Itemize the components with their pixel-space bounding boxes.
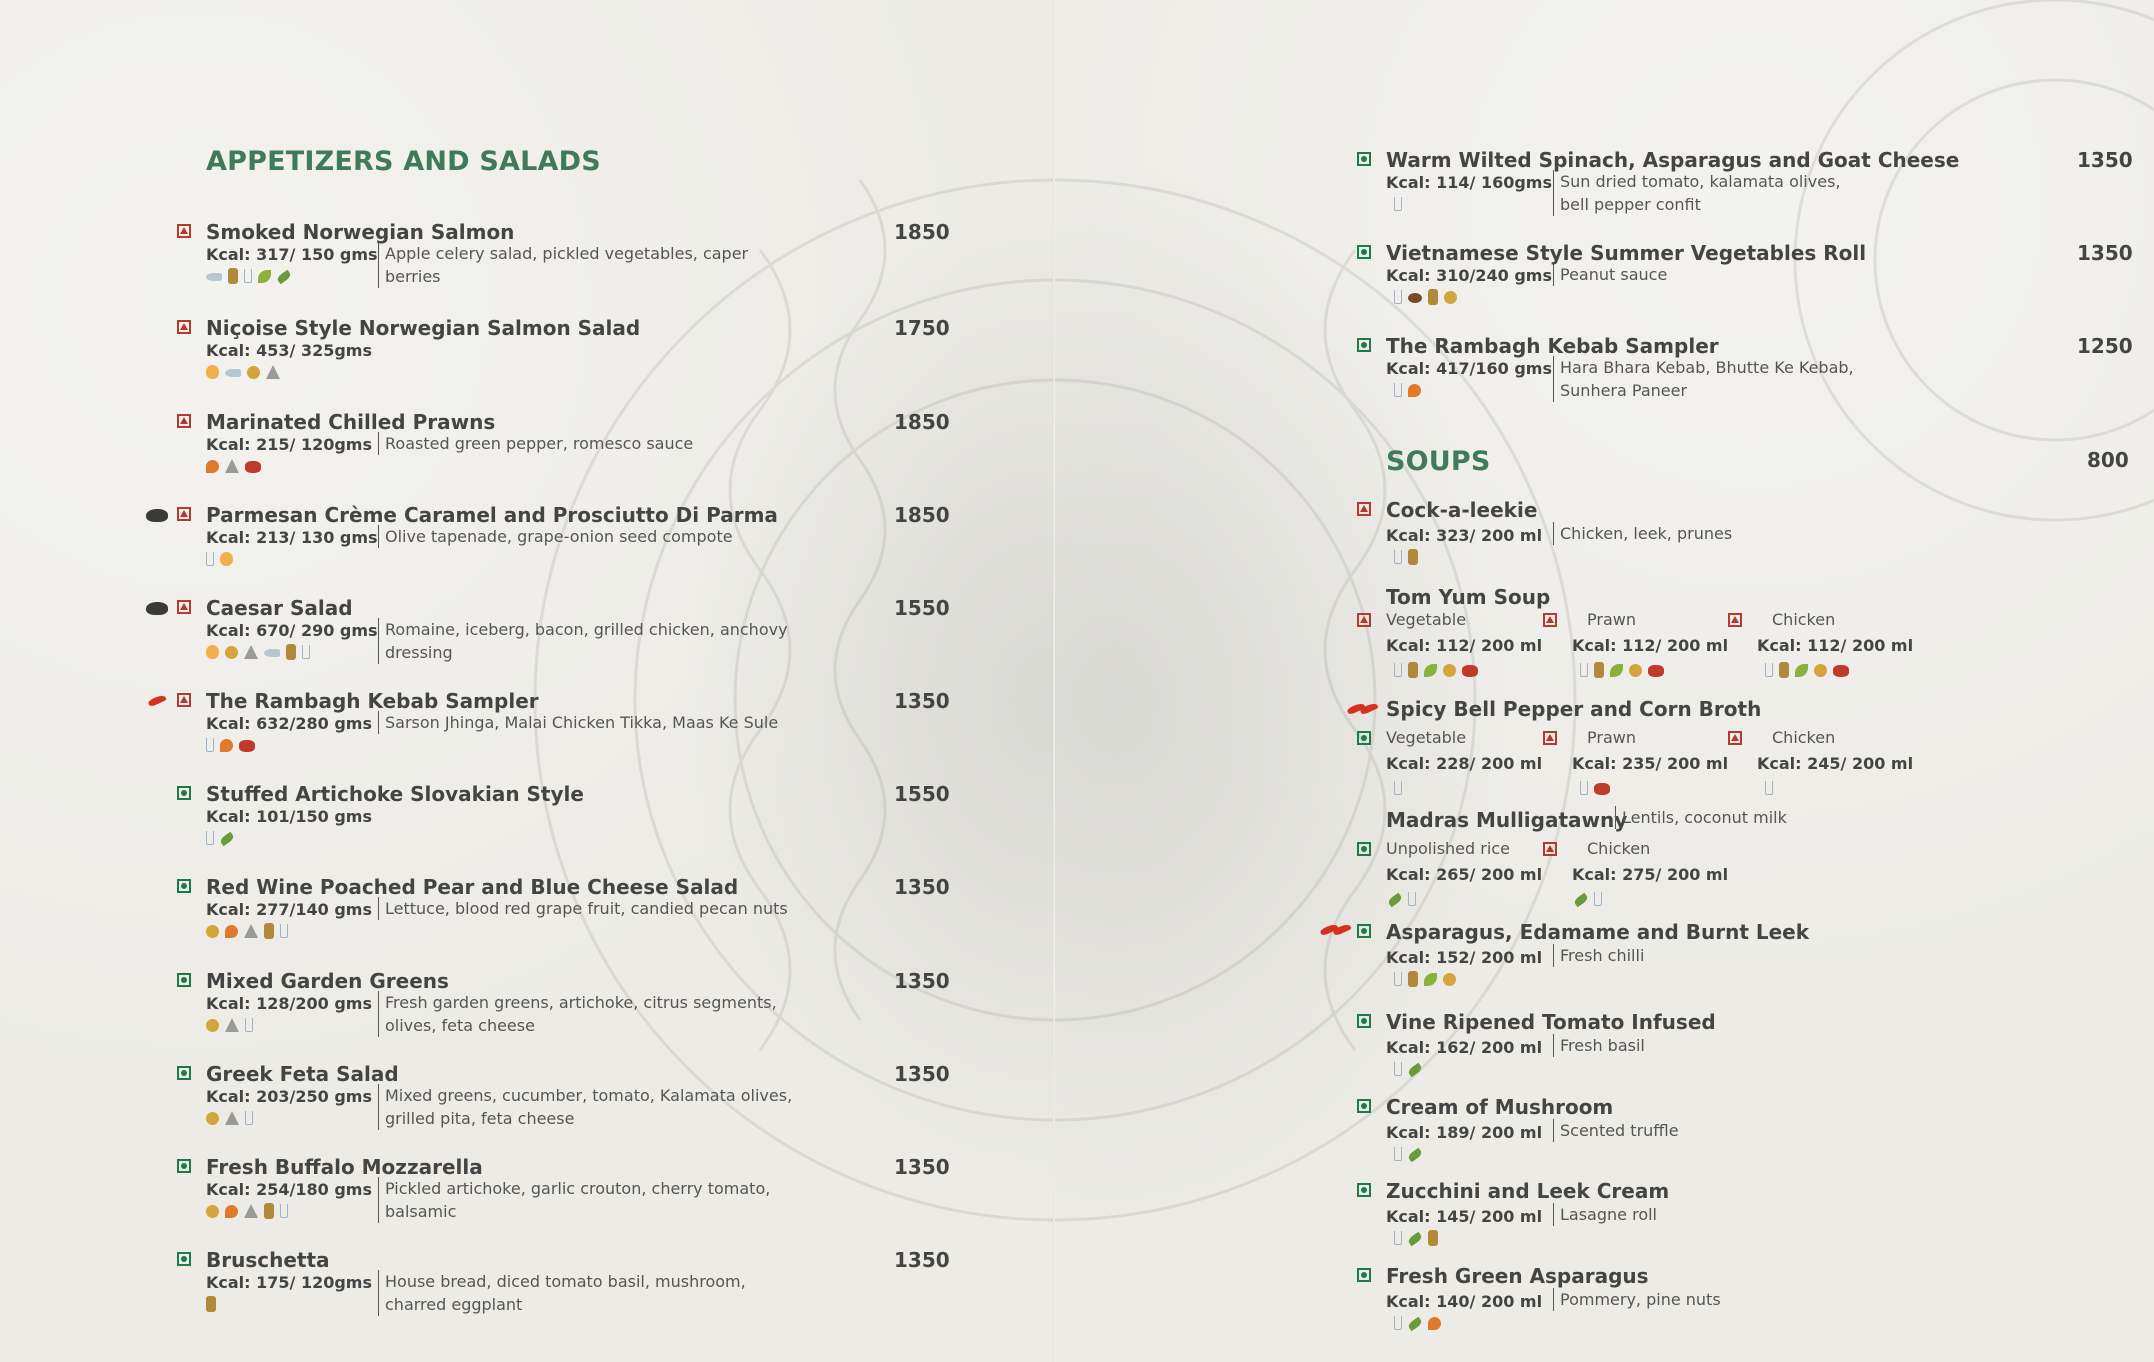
crab-icon	[245, 461, 261, 473]
herb-icon	[1407, 1148, 1423, 1163]
menu-item-kcal: Kcal: 254/180 gms	[206, 1180, 372, 1199]
menu-item-description: Olive tapenade, grape-onion seed compote	[378, 525, 805, 548]
menu-item-name: Stuffed Artichoke Slovakian Style	[206, 782, 584, 806]
nut-icon	[206, 925, 219, 938]
menu-item-kcal: Kcal: 453/ 325gms	[206, 341, 372, 360]
veg-mark-icon	[1357, 731, 1371, 745]
glass-icon	[244, 269, 252, 283]
gluten-icon	[1428, 1230, 1438, 1246]
fish-icon	[206, 273, 222, 281]
glass-icon	[1394, 781, 1402, 795]
nut-icon	[1629, 664, 1642, 677]
egg-icon	[206, 645, 219, 659]
mustard-icon	[225, 1205, 238, 1218]
menu-item-kcal: Kcal: 101/150 gms	[206, 807, 372, 826]
egg-icon	[220, 552, 233, 566]
glass-icon	[1394, 1316, 1402, 1330]
nonveg-mark-icon	[1543, 613, 1557, 627]
menu-item-price: 1250	[2077, 334, 2133, 358]
menu-item-name: Fresh Buffalo Mozzarella	[206, 1155, 483, 1179]
allergen-icons	[1394, 196, 1402, 211]
crab-icon	[1648, 665, 1664, 677]
allergen-icons	[206, 458, 261, 473]
menu-item-price: 1850	[894, 410, 950, 434]
allergen-icons	[206, 364, 280, 379]
menu-item-description: Romaine, iceberg, bacon, grilled chicken, anchovy dressing	[378, 618, 805, 664]
menu-item-name: Vietnamese Style Summer Vegetables Roll	[1386, 241, 1867, 265]
menu-item-name: Marinated Chilled Prawns	[206, 410, 496, 434]
soup-variant-label: Unpolished rice	[1386, 839, 1510, 858]
veg-mark-icon	[1357, 842, 1371, 856]
allergen-icons	[1574, 891, 1602, 906]
allergen-icons	[206, 1017, 253, 1032]
menu-item-description: Sarson Jhinga, Malai Chicken Tikka, Maas Ke Sule	[378, 711, 805, 734]
celery-icon	[1795, 664, 1808, 677]
celery-icon	[258, 270, 271, 283]
allergen-icons	[1394, 549, 1418, 565]
crab-icon	[1833, 665, 1849, 677]
menu-item-kcal: Kcal: 213/ 130 gms	[206, 528, 378, 547]
allergen-icons	[206, 923, 288, 939]
allergen-icons	[206, 830, 234, 845]
soup-name: Spicy Bell Pepper and Corn Broth	[1386, 697, 1762, 721]
menu-item-description: Sun dried tomato, kalamata olives, bell pepper confit	[1553, 170, 1860, 216]
pork-icon	[146, 509, 168, 522]
gluten-icon	[228, 268, 238, 284]
celery-icon	[1424, 973, 1437, 986]
nut-icon	[1443, 973, 1456, 986]
allergen-icons	[1765, 662, 1849, 678]
allergen-icons	[1394, 382, 1421, 397]
allergen-icons	[1388, 891, 1416, 906]
soup-name: Cock-a-leekie	[1386, 498, 1538, 522]
glass-icon	[245, 1111, 253, 1125]
pork-icon	[146, 602, 168, 615]
allergen-icons	[1394, 1146, 1422, 1161]
fish-icon	[225, 369, 241, 377]
menu-item-kcal: Kcal: 175/ 120gms	[206, 1273, 372, 1292]
menu-item-price: 1350	[894, 1248, 950, 1272]
veg-mark-icon	[1357, 1268, 1371, 1282]
menu-item-name: The Rambagh Kebab Sampler	[206, 689, 539, 713]
menu-item-name: Bruschetta	[206, 1248, 330, 1272]
egg-icon	[206, 365, 219, 379]
allergen-icons	[1580, 662, 1664, 678]
gluten-icon	[264, 923, 274, 939]
menu-item-name: Caesar Salad	[206, 596, 353, 620]
glass-icon	[245, 1018, 253, 1032]
menu-item-description: Fresh garden greens, artichoke, citrus segments, olives, feta cheese	[378, 991, 805, 1037]
veg-mark-icon	[177, 973, 191, 987]
glass-icon	[1394, 550, 1402, 564]
nonveg-mark-icon	[177, 224, 191, 238]
veg-mark-icon	[177, 1252, 191, 1266]
soup-description: Fresh chilli	[1553, 944, 1644, 967]
glass-icon	[1580, 663, 1588, 677]
glass-icon	[1408, 892, 1416, 906]
mustard-icon	[225, 925, 238, 938]
soup-name: Tom Yum Soup	[1386, 585, 1551, 609]
nut-icon	[247, 366, 260, 379]
gluten-icon	[1408, 971, 1418, 987]
menu-item-price: 1350	[894, 1062, 950, 1086]
mustard-icon	[1408, 384, 1421, 397]
veg-mark-icon	[1357, 245, 1371, 259]
soup-variant-label: Chicken	[1587, 839, 1651, 858]
menu-item-price: 1550	[894, 596, 950, 620]
mustard-icon	[206, 460, 219, 473]
menu-item-name: Niçoise Style Norwegian Salmon Salad	[206, 316, 641, 340]
gluten-icon	[1428, 289, 1438, 305]
glass-icon	[1594, 892, 1602, 906]
allergen-icons	[1394, 780, 1402, 795]
mustard-icon	[220, 739, 233, 752]
glass-icon	[1394, 197, 1402, 211]
glass-icon	[1394, 972, 1402, 986]
veg-mark-icon	[177, 1159, 191, 1173]
nonveg-mark-icon	[1728, 613, 1742, 627]
gluten-icon	[1779, 662, 1789, 678]
veg-mark-icon	[1357, 924, 1371, 938]
soup-description: Scented truffle	[1553, 1119, 1679, 1142]
nonveg-mark-icon	[177, 414, 191, 428]
glass-icon	[1394, 290, 1402, 304]
allergen-icons	[206, 737, 255, 752]
menu-item-kcal: Kcal: 277/140 gms	[206, 900, 372, 919]
herb-icon	[219, 832, 235, 847]
nut-icon	[1814, 664, 1827, 677]
nut-icon	[206, 1019, 219, 1032]
herb-icon	[1407, 1232, 1423, 1247]
menu-item-price: 1350	[894, 1155, 950, 1179]
soup-name: Vine Ripened Tomato Infused	[1386, 1010, 1716, 1034]
glass-icon	[1394, 383, 1402, 397]
gluten-icon	[1594, 662, 1604, 678]
nonveg-mark-icon	[177, 507, 191, 521]
herb-icon	[1407, 1063, 1423, 1078]
menu-item-price: 1550	[894, 782, 950, 806]
menu-item-price: 1850	[894, 220, 950, 244]
menu-item-price: 1350	[894, 875, 950, 899]
menu-item-price: 1750	[894, 316, 950, 340]
nonveg-mark-icon	[1357, 502, 1371, 516]
menu-item-description: Roasted green pepper, romesco sauce	[378, 432, 805, 455]
soup-variant-kcal: Kcal: 265/ 200 ml	[1386, 865, 1543, 884]
soup-variant-label: Chicken	[1772, 610, 1836, 629]
glass-icon	[1394, 663, 1402, 677]
celery-icon	[1610, 664, 1623, 677]
menu-item-description: House bread, diced tomato basil, mushroom, charred eggplant	[378, 1270, 805, 1316]
allergen-icons	[1394, 1061, 1422, 1076]
soup-description: Fresh basil	[1553, 1034, 1645, 1057]
glass-icon	[206, 738, 214, 752]
allergen-icons	[1394, 971, 1456, 987]
herb-icon	[1407, 1317, 1423, 1332]
veg-mark-icon	[1357, 1014, 1371, 1028]
crab-icon	[1594, 783, 1610, 795]
menu-item-name: The Rambagh Kebab Sampler	[1386, 334, 1719, 358]
glass-icon	[206, 552, 214, 566]
allergen-icons	[206, 1296, 216, 1312]
soup-description: Lasagne roll	[1553, 1203, 1657, 1226]
glass-icon	[1394, 1062, 1402, 1076]
veg-mark-icon	[177, 786, 191, 800]
nonveg-mark-icon	[177, 693, 191, 707]
menu-item-name: Parmesan Crème Caramel and Prosciutto Di Parma	[206, 503, 778, 527]
menu-item-name: Mixed Garden Greens	[206, 969, 449, 993]
herb-icon	[1387, 893, 1403, 908]
soup-variant-kcal: Kcal: 112/ 200 ml	[1572, 636, 1729, 655]
soup-variant-kcal: Kcal: 275/ 200 ml	[1572, 865, 1729, 884]
allergen-icons	[206, 644, 310, 660]
menu-item-description: Pickled artichoke, garlic crouton, cherry tomato, balsamic	[378, 1177, 805, 1223]
soup-description: Lentils, coconut milk	[1615, 806, 1787, 829]
section-title-appetizers: APPETIZERS AND SALADS	[206, 146, 601, 177]
veg-mark-icon	[177, 1066, 191, 1080]
nut-icon	[1444, 291, 1457, 304]
soup-description: Chicken, leek, prunes	[1553, 522, 1732, 545]
nonveg-mark-icon	[1728, 731, 1742, 745]
flask-icon	[266, 365, 280, 379]
soup-kcal: Kcal: 145/ 200 ml	[1386, 1207, 1543, 1226]
soup-kcal: Kcal: 152/ 200 ml	[1386, 948, 1543, 967]
gluten-icon	[206, 1296, 216, 1312]
flask-icon	[244, 645, 258, 659]
soup-variant-kcal: Kcal: 112/ 200 ml	[1757, 636, 1914, 655]
soup-variant-kcal: Kcal: 112/ 200 ml	[1386, 636, 1543, 655]
allergen-icons	[206, 551, 233, 566]
mustard-icon	[1428, 1317, 1441, 1330]
glass-icon	[302, 645, 310, 659]
flask-icon	[225, 1018, 239, 1032]
allergen-icons	[1765, 780, 1773, 795]
menu-item-description: Hara Bhara Kebab, Bhutte Ke Kebab, Sunhera Paneer	[1553, 356, 1860, 402]
glass-icon	[280, 1204, 288, 1218]
herb-icon	[1573, 893, 1589, 908]
soup-variant-label: Prawn	[1587, 728, 1636, 747]
nut-icon	[1443, 664, 1456, 677]
nonveg-mark-icon	[177, 320, 191, 334]
allergen-icons	[206, 1110, 253, 1125]
menu-item-description: Mixed greens, cucumber, tomato, Kalamata olives, grilled pita, feta cheese	[378, 1084, 805, 1130]
crab-icon	[1462, 665, 1478, 677]
menu-item-kcal: Kcal: 417/160 gms	[1386, 359, 1552, 378]
nonveg-mark-icon	[177, 600, 191, 614]
gluten-icon	[286, 644, 296, 660]
soup-kcal: Kcal: 189/ 200 ml	[1386, 1123, 1543, 1142]
menu-item-description: Apple celery salad, pickled vegetables, caper berries	[378, 242, 805, 288]
nut-icon	[206, 1205, 219, 1218]
gluten-icon	[1408, 662, 1418, 678]
soup-kcal: Kcal: 140/ 200 ml	[1386, 1292, 1543, 1311]
soup-name: Madras Mulligatawny	[1386, 808, 1628, 832]
glass-icon	[1765, 663, 1773, 677]
crab-icon	[239, 740, 255, 752]
peanut-icon	[1408, 293, 1422, 303]
allergen-icons	[1394, 662, 1478, 678]
menu-item-kcal: Kcal: 128/200 gms	[206, 994, 372, 1013]
menu-item-price: 1350	[894, 689, 950, 713]
menu-item-price: 1350	[894, 969, 950, 993]
menu-item-kcal: Kcal: 310/240 gms	[1386, 266, 1552, 285]
veg-mark-icon	[1357, 152, 1371, 166]
section-title-soups: SOUPS	[1386, 446, 1491, 477]
nonveg-mark-icon	[1543, 842, 1557, 856]
celery-icon	[1424, 664, 1437, 677]
menu-item-price: 1350	[2077, 148, 2133, 172]
menu-item-name: Smoked Norwegian Salmon	[206, 220, 515, 244]
allergen-icons	[1394, 289, 1457, 305]
menu-item-description: Lettuce, blood red grape fruit, candied pecan nuts	[378, 897, 805, 920]
glass-icon	[280, 924, 288, 938]
menu-item-kcal: Kcal: 203/250 gms	[206, 1087, 372, 1106]
soup-variant-label: Prawn	[1587, 610, 1636, 629]
menu-item-name: Warm Wilted Spinach, Asparagus and Goat Cheese	[1386, 148, 1960, 172]
veg-mark-icon	[1357, 1099, 1371, 1113]
flask-icon	[244, 924, 258, 938]
soup-variant-kcal: Kcal: 228/ 200 ml	[1386, 754, 1543, 773]
menu-item-price: 1350	[2077, 241, 2133, 265]
allergen-icons	[206, 1203, 288, 1219]
veg-mark-icon	[177, 879, 191, 893]
nonveg-mark-icon	[1543, 731, 1557, 745]
flask-icon	[225, 1111, 239, 1125]
menu-item-price: 1850	[894, 503, 950, 527]
soup-name: Asparagus, Edamame and Burnt Leek	[1386, 920, 1810, 944]
gluten-icon	[1408, 549, 1418, 565]
allergen-icons	[1580, 780, 1610, 795]
allergen-icons	[1394, 1230, 1438, 1246]
veg-mark-icon	[1357, 1183, 1371, 1197]
glass-icon	[206, 831, 214, 845]
soup-variant-kcal: Kcal: 245/ 200 ml	[1757, 754, 1914, 773]
glass-icon	[1394, 1231, 1402, 1245]
nut-icon	[206, 1112, 219, 1125]
soup-kcal: Kcal: 162/ 200 ml	[1386, 1038, 1543, 1057]
nut-icon	[225, 646, 238, 659]
soup-variant-kcal: Kcal: 235/ 200 ml	[1572, 754, 1729, 773]
menu-item-name: Greek Feta Salad	[206, 1062, 399, 1086]
glass-icon	[1765, 781, 1773, 795]
menu-item-description: Peanut sauce	[1553, 263, 1860, 286]
menu-item-kcal: Kcal: 215/ 120gms	[206, 435, 372, 454]
soup-name: Zucchini and Leek Cream	[1386, 1179, 1670, 1203]
menu-item-kcal: Kcal: 632/280 gms	[206, 714, 372, 733]
soup-name: Fresh Green Asparagus	[1386, 1264, 1649, 1288]
herb-icon	[276, 270, 292, 285]
glass-icon	[1394, 1147, 1402, 1161]
nonveg-mark-icon	[1357, 613, 1371, 627]
soup-variant-label: Vegetable	[1386, 728, 1467, 747]
glass-icon	[1580, 781, 1588, 795]
menu-item-kcal: Kcal: 670/ 290 gms	[206, 621, 378, 640]
flask-icon	[244, 1204, 258, 1218]
menu-item-kcal: Kcal: 317/ 150 gms	[206, 245, 378, 264]
allergen-icons	[1394, 1315, 1441, 1330]
veg-mark-icon	[1357, 338, 1371, 352]
soup-name: Cream of Mushroom	[1386, 1095, 1614, 1119]
soup-kcal: Kcal: 323/ 200 ml	[1386, 526, 1543, 545]
flask-icon	[225, 459, 239, 473]
menu-item-kcal: Kcal: 114/ 160gms	[1386, 173, 1552, 192]
soup-variant-label: Vegetable	[1386, 610, 1467, 629]
fish-icon	[264, 649, 280, 657]
allergen-icons	[206, 268, 291, 284]
soup-variant-label: Chicken	[1772, 728, 1836, 747]
soups-price: 800	[2087, 448, 2129, 472]
menu-item-name: Red Wine Poached Pear and Blue Cheese Salad	[206, 875, 739, 899]
soup-description: Pommery, pine nuts	[1553, 1288, 1721, 1311]
gluten-icon	[264, 1203, 274, 1219]
